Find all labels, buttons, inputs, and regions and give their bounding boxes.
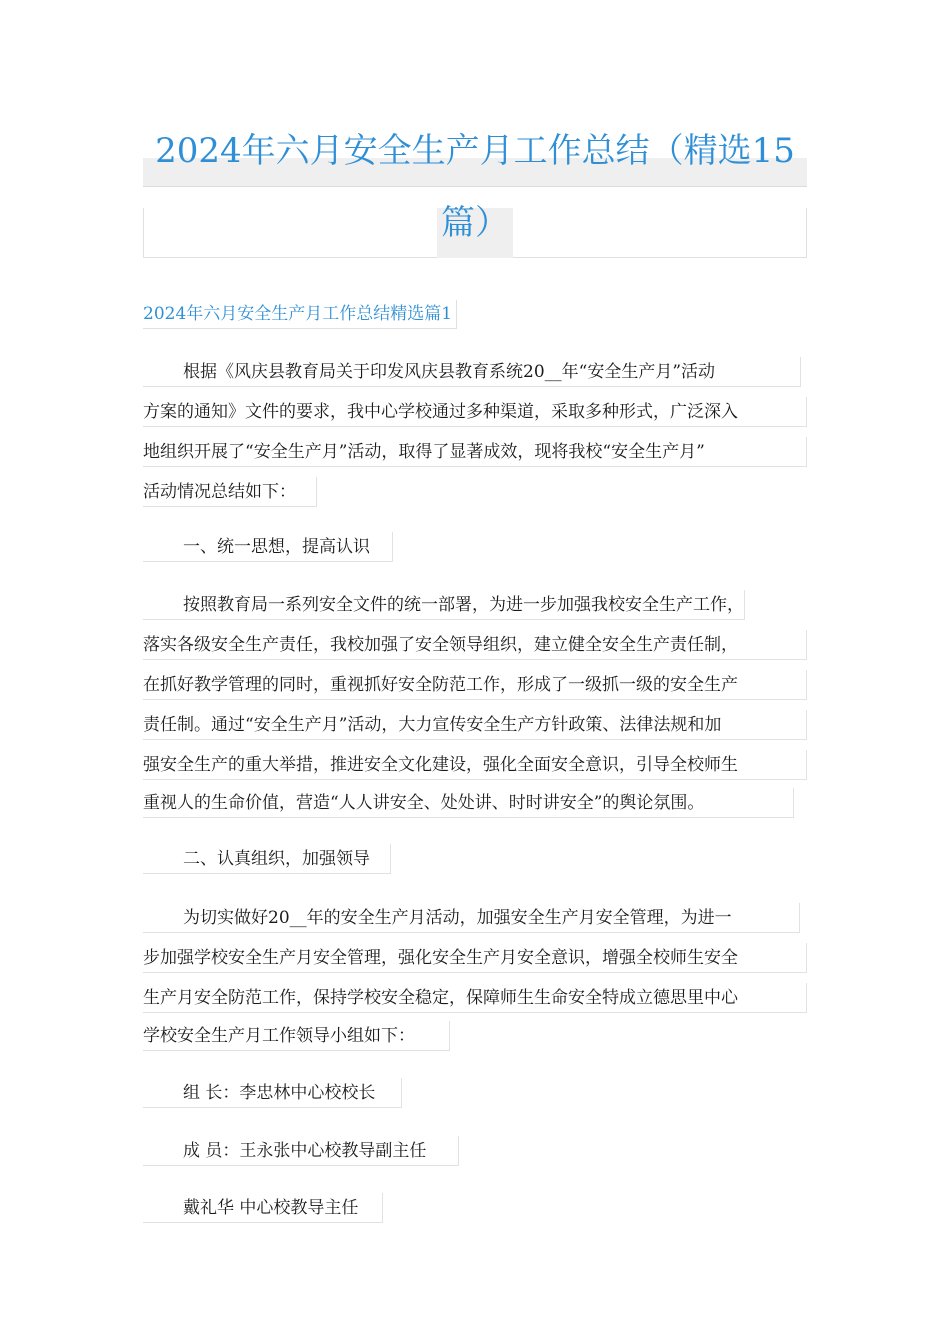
member-dai: 戴礼华 中心校教导主任 [143, 1193, 383, 1223]
para2-line-6: 重视人的生命价值，营造“人人讲安全、处处讲、时时讲安全”的舆论氛围。 [143, 788, 794, 818]
section-subtitle: 2024年六月安全生产月工作总结精选篇1 [143, 300, 457, 329]
para1-line-3: 地组织开展了“安全生产月”活动，取得了显著成效，现将我校“安全生产月” [143, 437, 807, 467]
para3-line-2: 步加强学校安全生产月安全管理，强化安全生产月安全意识，增强全校师生安全 [143, 943, 807, 973]
para3-line-3: 生产月安全防范工作，保持学校安全稳定，保障师生生命安全特成立德思里中心 [143, 983, 807, 1013]
para2-line-2: 落实各级安全生产责任，我校加强了安全领导组织，建立健全安全生产责任制， [143, 630, 807, 660]
member-wang: 成 员：王永张中心校教导副主任 [143, 1136, 459, 1166]
para1-line-1: 根据《风庆县教育局关于印发风庆县教育系统20__年“安全生产月”活动 [143, 357, 801, 387]
para2-line-3: 在抓好教学管理的同时，重视抓好安全防范工作，形成了一级抓一级的安全生产 [143, 670, 807, 700]
para3-line-4: 学校安全生产月工作领导小组如下： [143, 1021, 450, 1051]
document-title-line-1: 2024年六月安全生产月工作总结（精选15 [143, 128, 807, 187]
heading-organize-leadership: 二、认真组织，加强领导 [143, 844, 391, 874]
document-title-line-2 [143, 203, 807, 258]
member-leader: 组 长：李忠林中心校校长 [143, 1078, 402, 1108]
para3-line-1: 为切实做好20__年的安全生产月活动，加强安全生产月安全管理，为进一 [143, 903, 800, 933]
para1-line-2: 方案的通知》文件的要求，我中心学校通过多种渠道，采取多种形式，广泛深入 [143, 397, 807, 427]
document-title-line-2-text: 篇） [437, 208, 513, 258]
para2-line-1: 按照教育局一系列安全文件的统一部署，为进一步加强我校安全生产工作， [143, 590, 745, 620]
heading-unify-thinking: 一、统一思想，提高认识 [143, 532, 393, 562]
para2-line-5: 强安全生产的重大举措，推进安全文化建设，强化全面安全意识，引导全校师生 [143, 750, 807, 780]
para1-line-4: 活动情况总结如下： [143, 477, 317, 507]
para2-line-4: 责任制。通过“安全生产月”活动，大力宣传安全生产方针政策、法律法规和加 [143, 710, 807, 740]
